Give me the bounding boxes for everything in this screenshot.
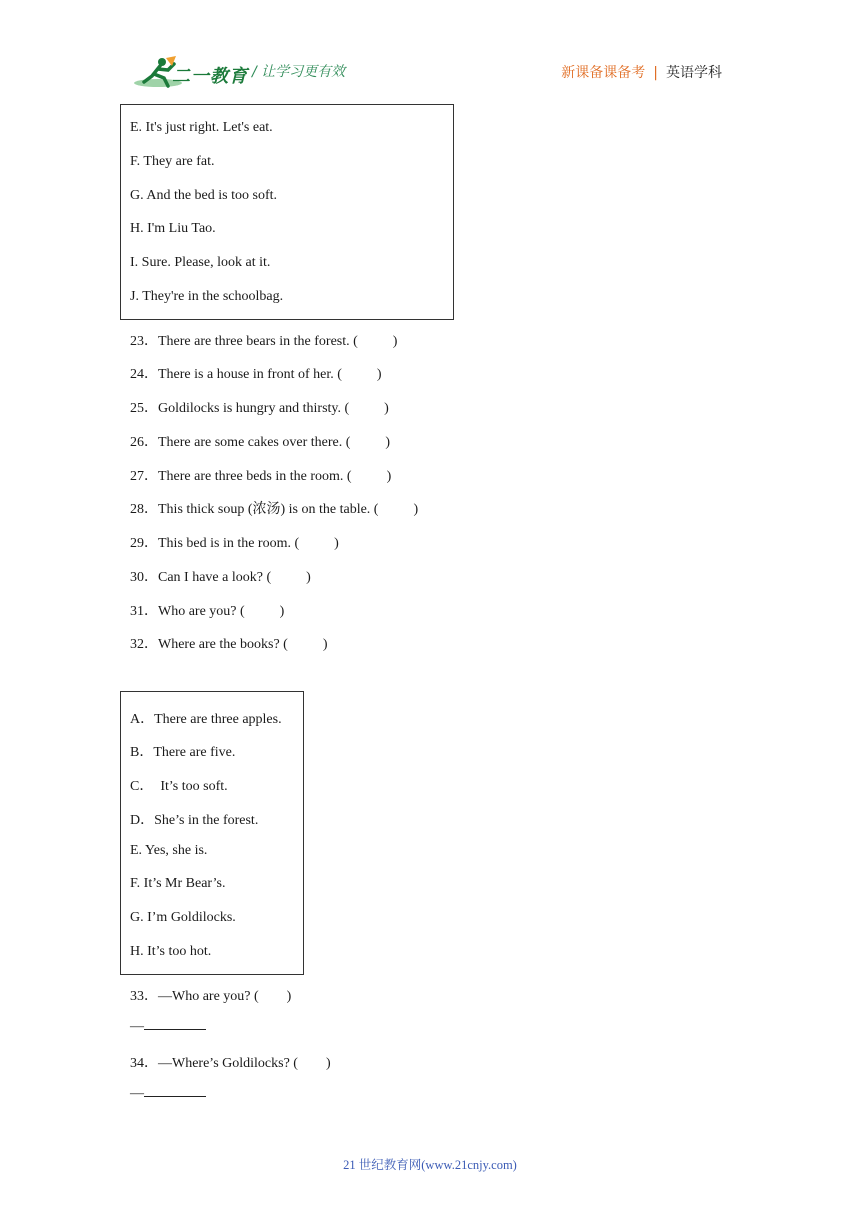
option-h: H. I'm Liu Tao. bbox=[130, 221, 216, 236]
header-right bbox=[561, 62, 722, 82]
answer-33-line[interactable] bbox=[130, 1019, 206, 1035]
question-31[interactable]: 31．Who are you? ( ) bbox=[130, 604, 285, 619]
options-box-2 bbox=[120, 691, 304, 975]
option-g2: G. I’m Goldilocks. bbox=[130, 910, 236, 925]
slogan: / 让学习更有效 bbox=[252, 64, 346, 80]
page-footer[interactable]: 21 世纪教育网(www.21cnjy.com) bbox=[343, 1158, 517, 1172]
question-24[interactable]: 24．There is a house in front of her. ( ) bbox=[130, 367, 382, 382]
question-32[interactable]: 32．Where are the books? ( ) bbox=[130, 637, 328, 652]
subject-label: 英语学科 bbox=[666, 65, 722, 81]
dash: — bbox=[130, 1086, 144, 1101]
option-f2: F. It’s Mr Bear’s. bbox=[130, 876, 226, 891]
option-b: B．There are five. bbox=[130, 745, 236, 760]
answer-34-line[interactable] bbox=[130, 1086, 206, 1102]
option-i: I. Sure. Please, look at it. bbox=[130, 255, 271, 270]
question-27[interactable]: 27．There are three beds in the room. ( ) bbox=[130, 469, 392, 484]
header-separator: | bbox=[653, 65, 658, 81]
question-30[interactable]: 30．Can I have a look? ( ) bbox=[130, 570, 311, 585]
question-29[interactable]: 29．This bed is in the room. ( ) bbox=[130, 536, 339, 551]
question-28[interactable]: 28．This thick soup (浓汤) is on the table. ( ) bbox=[130, 502, 419, 517]
question-33[interactable]: 33．—Who are you? ( ) bbox=[130, 989, 292, 1004]
question-23[interactable]: 23．There are three bears in the forest. ( ) bbox=[130, 334, 398, 349]
option-a: A．There are three apples. bbox=[130, 712, 282, 727]
question-25[interactable]: 25．Goldilocks is hungry and thirsty. ( ) bbox=[130, 401, 389, 416]
option-e: E. It's just right. Let's eat. bbox=[130, 120, 273, 135]
brand-name: 二一教育 bbox=[172, 66, 248, 87]
option-d: D．She’s in the forest. bbox=[130, 813, 259, 828]
option-j: J. They're in the schoolbag. bbox=[130, 289, 284, 304]
option-c: C． It’s too soft. bbox=[130, 779, 228, 794]
option-e2: E. Yes, she is. bbox=[130, 843, 208, 858]
answer-blank[interactable] bbox=[144, 1019, 206, 1030]
exam-label: 新课备课备考 bbox=[561, 65, 646, 81]
options-box-1 bbox=[120, 104, 454, 320]
option-h2: H. It’s too hot. bbox=[130, 944, 212, 959]
question-26[interactable]: 26．There are some cakes over there. ( ) bbox=[130, 435, 391, 450]
option-g: G. And the bed is too soft. bbox=[130, 188, 277, 203]
page-header bbox=[0, 0, 860, 100]
option-f: F. They are fat. bbox=[130, 154, 215, 169]
dash: — bbox=[130, 1019, 144, 1034]
answer-blank[interactable] bbox=[144, 1086, 206, 1097]
question-34[interactable]: 34．—Where’s Goldilocks? ( ) bbox=[130, 1056, 331, 1071]
